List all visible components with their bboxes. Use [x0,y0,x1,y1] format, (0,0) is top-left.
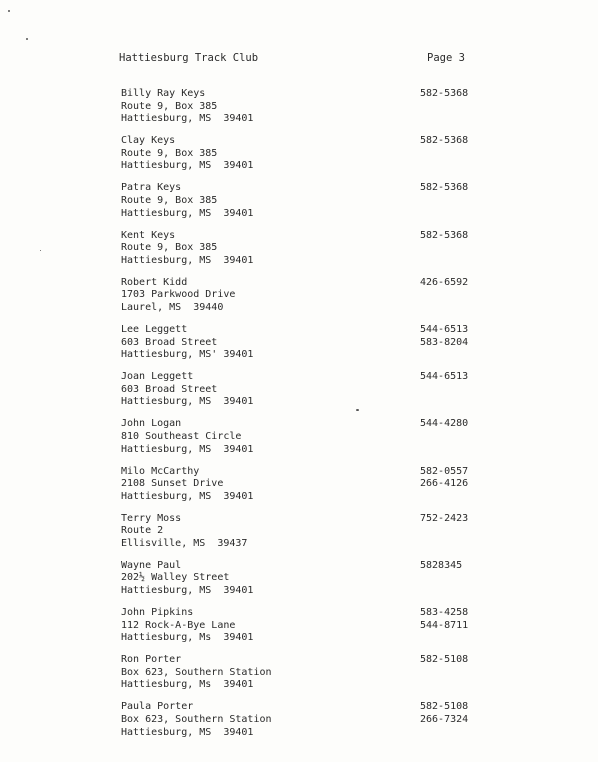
scan-speck [40,250,41,251]
member-phone: 426-6592 [420,276,469,288]
member-address-line: 2108 Sunset Drive [121,478,224,490]
member-address-line: 810 Southeast Circle [121,430,242,442]
member-address-line: Hattiesburg, MS 39401 [121,443,254,455]
member-address-block [121,607,253,645]
member-phone: 582-5368 [420,229,469,241]
member-address-block [121,182,253,220]
member-address-line: Hattiesburg, MS' 39401 [121,349,254,361]
member-phones [420,418,468,431]
member-phones [420,466,468,491]
member-phones [420,560,462,573]
member-phone: 582-5108 [420,654,469,666]
member-address-line: Ellisville, MS 39437 [121,537,248,549]
member-entry [0,135,598,182]
member-address-line: Route 9, Box 385 [121,100,218,112]
member-address-line: 112 Rock-A-Bye Lane [121,619,236,631]
member-address-line: Hattiesburg, MS 39401 [121,396,254,408]
member-name: John Logan [121,418,182,430]
member-phones [420,230,468,243]
member-address-line: Box 623, Southern Station [121,714,272,726]
member-name: Wayne Paul [121,559,182,571]
member-name: Ron Porter [121,654,182,666]
member-address-line: Box 623, Southern Station [121,666,272,678]
member-phone: 582-5108 [420,701,469,713]
member-address-block [121,418,253,456]
member-address-block [121,701,272,739]
member-address-block [121,466,253,504]
member-name: Clay Keys [121,135,176,147]
member-phone: 582-5368 [420,135,469,147]
member-phones [420,513,468,526]
member-address-line: Route 9, Box 385 [121,242,218,254]
member-phone: 583-4258 [420,607,469,619]
member-phone: 544-6513 [420,323,469,335]
member-entry [0,560,598,607]
member-address-line: Hattiesburg, MS 39401 [121,254,254,266]
member-entry [0,654,598,701]
member-entry [0,230,598,277]
member-phones [420,654,468,667]
member-entry [0,324,598,371]
member-address-line: Laurel, MS 39440 [121,301,224,313]
member-entry [0,371,598,418]
member-address-line: 1703 Parkwood Drive [121,289,236,301]
member-address-line: Hattiesburg, MS 39401 [121,207,254,219]
member-phones [420,371,468,384]
member-phones [420,324,468,349]
club-title: Hattiesburg Track Club [119,52,259,64]
member-entry [0,277,598,324]
member-name: Billy Ray Keys [121,88,206,99]
member-phone: 266-4126 [420,478,469,490]
member-phone: 544-6513 [420,371,469,383]
member-entry [0,701,598,748]
member-name: Terry Moss [121,512,182,524]
member-phones [420,607,468,632]
member-phone: 266-7324 [420,714,469,726]
member-phones [420,88,468,101]
member-address-block [121,371,253,409]
member-phones [420,277,468,290]
page-number: Page 3 [427,52,465,64]
member-name: Patra Keys [121,182,182,194]
member-entry [0,88,598,135]
member-entry [0,513,598,560]
member-phone: 583-8204 [420,336,469,348]
member-address-line: Hattiesburg, Ms 39401 [121,679,254,691]
member-phones [420,135,468,148]
member-name: Lee Leggett [121,323,188,335]
member-address-line: Hattiesburg, Ms 39401 [121,632,254,644]
member-address-line: Route 2 [121,525,164,537]
member-address-line: 603 Broad Street [121,383,218,395]
member-phone: 5828345 [420,559,463,571]
member-entry [0,466,598,513]
member-name: Paula Porter [121,701,194,713]
member-address-block [121,654,272,692]
member-address-block [121,277,235,315]
member-address-line: Hattiesburg, MS 39401 [121,160,254,172]
member-address-block [121,88,253,126]
scan-speck [8,10,10,12]
member-phone: 582-5368 [420,88,469,99]
member-address-block [121,513,247,551]
member-entry [0,182,598,229]
member-phones [420,701,468,726]
member-name: John Pipkins [121,607,194,619]
member-address-block [121,324,253,362]
member-name: Robert Kidd [121,276,188,288]
member-address-line: Hattiesburg, MS 39401 [121,585,254,597]
member-address-line: 603 Broad Street [121,336,218,348]
member-entry [0,607,598,654]
member-phone: 582-0557 [420,465,469,477]
member-phone: 544-4280 [420,418,469,430]
member-address-line: Route 9, Box 385 [121,147,218,159]
member-phone: 582-5368 [420,182,469,194]
member-address-line: 202½ Walley Street [121,572,230,584]
member-address-block [121,560,253,598]
member-entry [0,418,598,465]
scan-speck [26,38,28,40]
member-address-line: Hattiesburg, MS 39401 [121,113,254,125]
member-address-line: Hattiesburg, MS 39401 [121,490,254,502]
member-name: Joan Leggett [121,371,194,383]
member-name: Milo McCarthy [121,465,200,477]
member-address-block [121,135,253,173]
member-address-line: Route 9, Box 385 [121,194,218,206]
member-phone: 544-8711 [420,619,469,631]
member-phone: 752-2423 [420,512,469,524]
member-list [0,88,598,749]
member-address-line: Hattiesburg, MS 39401 [121,726,254,738]
scan-speck [356,409,359,411]
member-name: Kent Keys [121,229,176,241]
member-address-block [121,230,253,268]
member-phones [420,182,468,195]
